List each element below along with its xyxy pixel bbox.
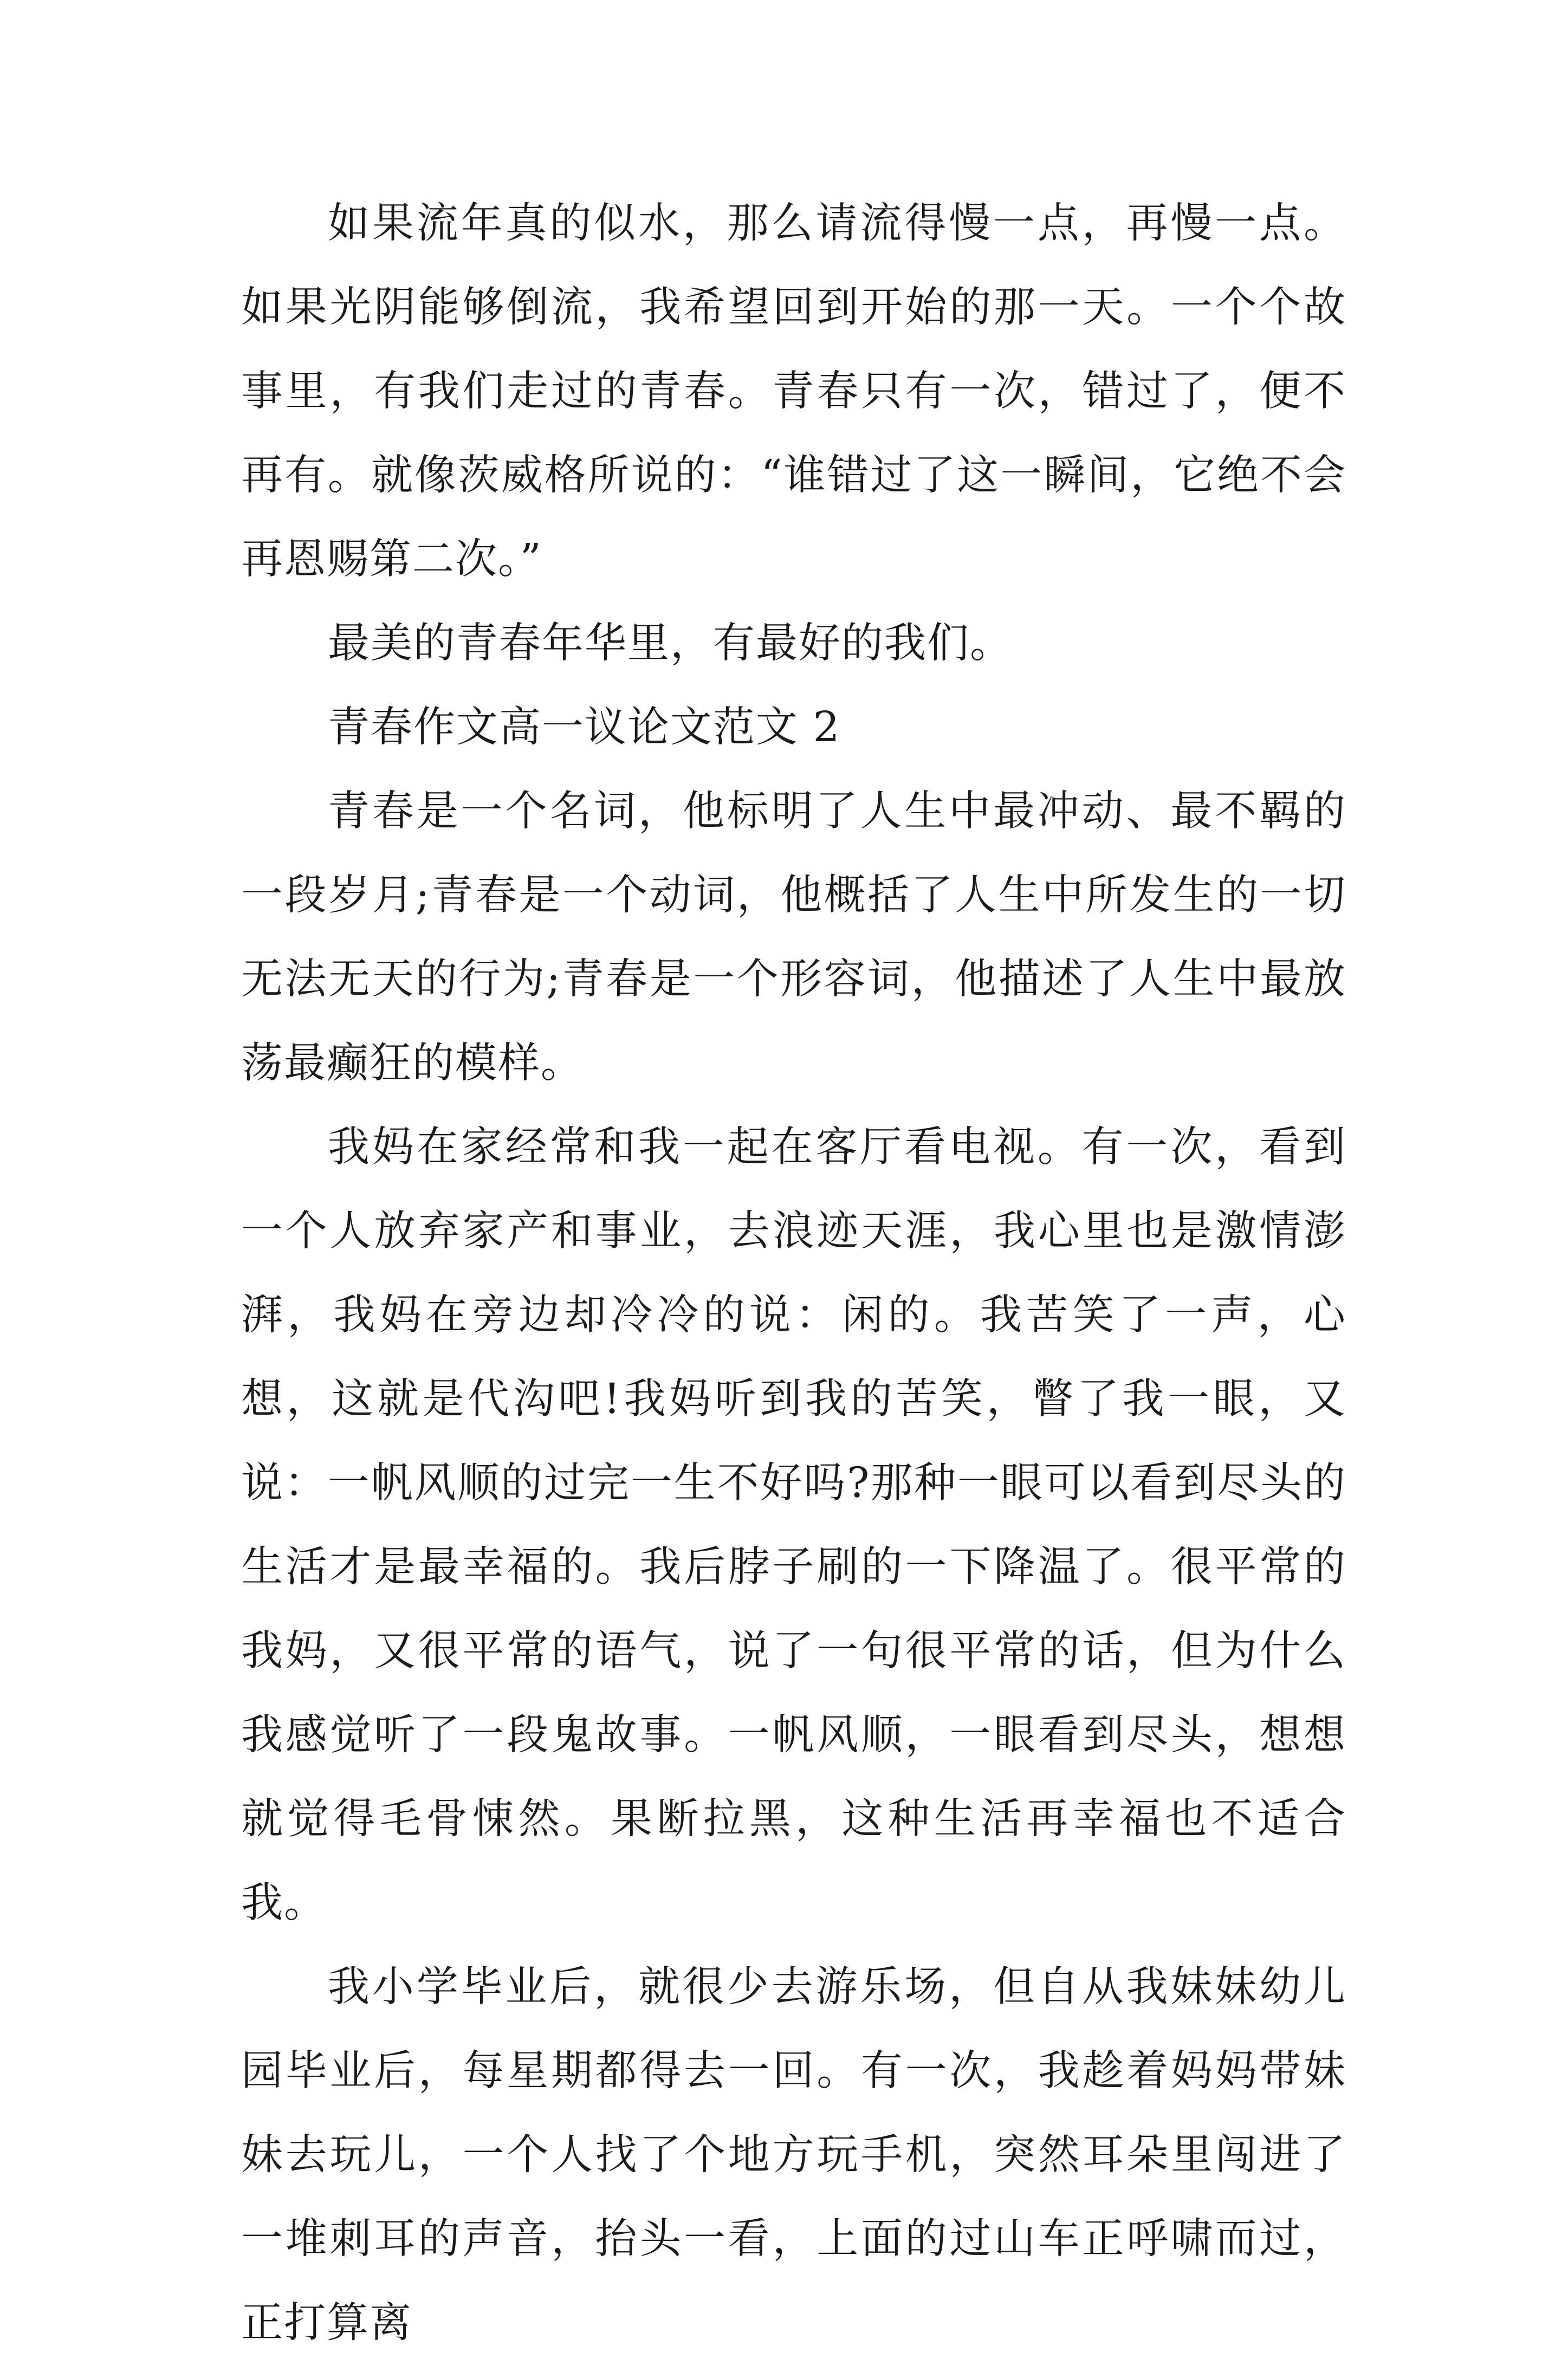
paragraph-amusement-park: 我小学毕业后，就很少去游乐场，但自从我妹妹幼儿园毕业后，每星期都得去一回。有一次，我趁着妈妈带妹妹去玩儿，一个人找了个地方玩手机，突然耳朵里闯进了一堆刺耳的声音，抬头一看，上面的过山车正呼啸而过，正打算离 [241, 1963, 1346, 2347]
paragraph-youth-definition: 青春是一个名词，他标明了人生中最冲动、最不羁的一段岁月;青春是一个动词，他概括了人生中所发生的一切无法无天的行为;青春是一个形容词，他描述了人生中最放荡最癫狂的模样。 [241, 787, 1346, 1087]
section-title: 青春作文高一议论文范文 2 [328, 703, 841, 751]
paragraph-mom-tv: 我妈在家经常和我一起在客厅看电视。有一次，看到一个人放弃家产和事业，去浪迹天涯，我心里也是激情澎湃，我妈在旁边却冷冷的说：闲的。我苦笑了一声，心想，这就是代沟吧!我妈听到我的苦笑，瞥了我一眼，又说：一帆风顺的过完一生不好吗?那种一眼可以看到尽头的生活才是最幸福的。我后脖子刷的一下降温了。很平常的我妈，又很平常的语气，说了一句很平常的话，但为什么我感觉听了一段鬼故事。一帆风顺，一眼看到尽头，想想就觉得毛骨悚然。果断拉黑，这种生活再幸福也不适合我。 [241, 1123, 1346, 1927]
paragraph-best-youth: 最美的青春年华里，有最好的我们。 [328, 619, 1013, 668]
paragraph-flowing-years: 如果流年真的似水，那么请流得慢一点，再慢一点。如果光阴能够倒流，我希望回到开始的那一天。一个个故事里，有我们走过的青春。青春只有一次，错过了，便不再有。就像茨威格所说的：“谁错过了这一瞬间，它绝不会再恩赐第二次。” [241, 199, 1346, 584]
document-body [241, 182, 1346, 2365]
